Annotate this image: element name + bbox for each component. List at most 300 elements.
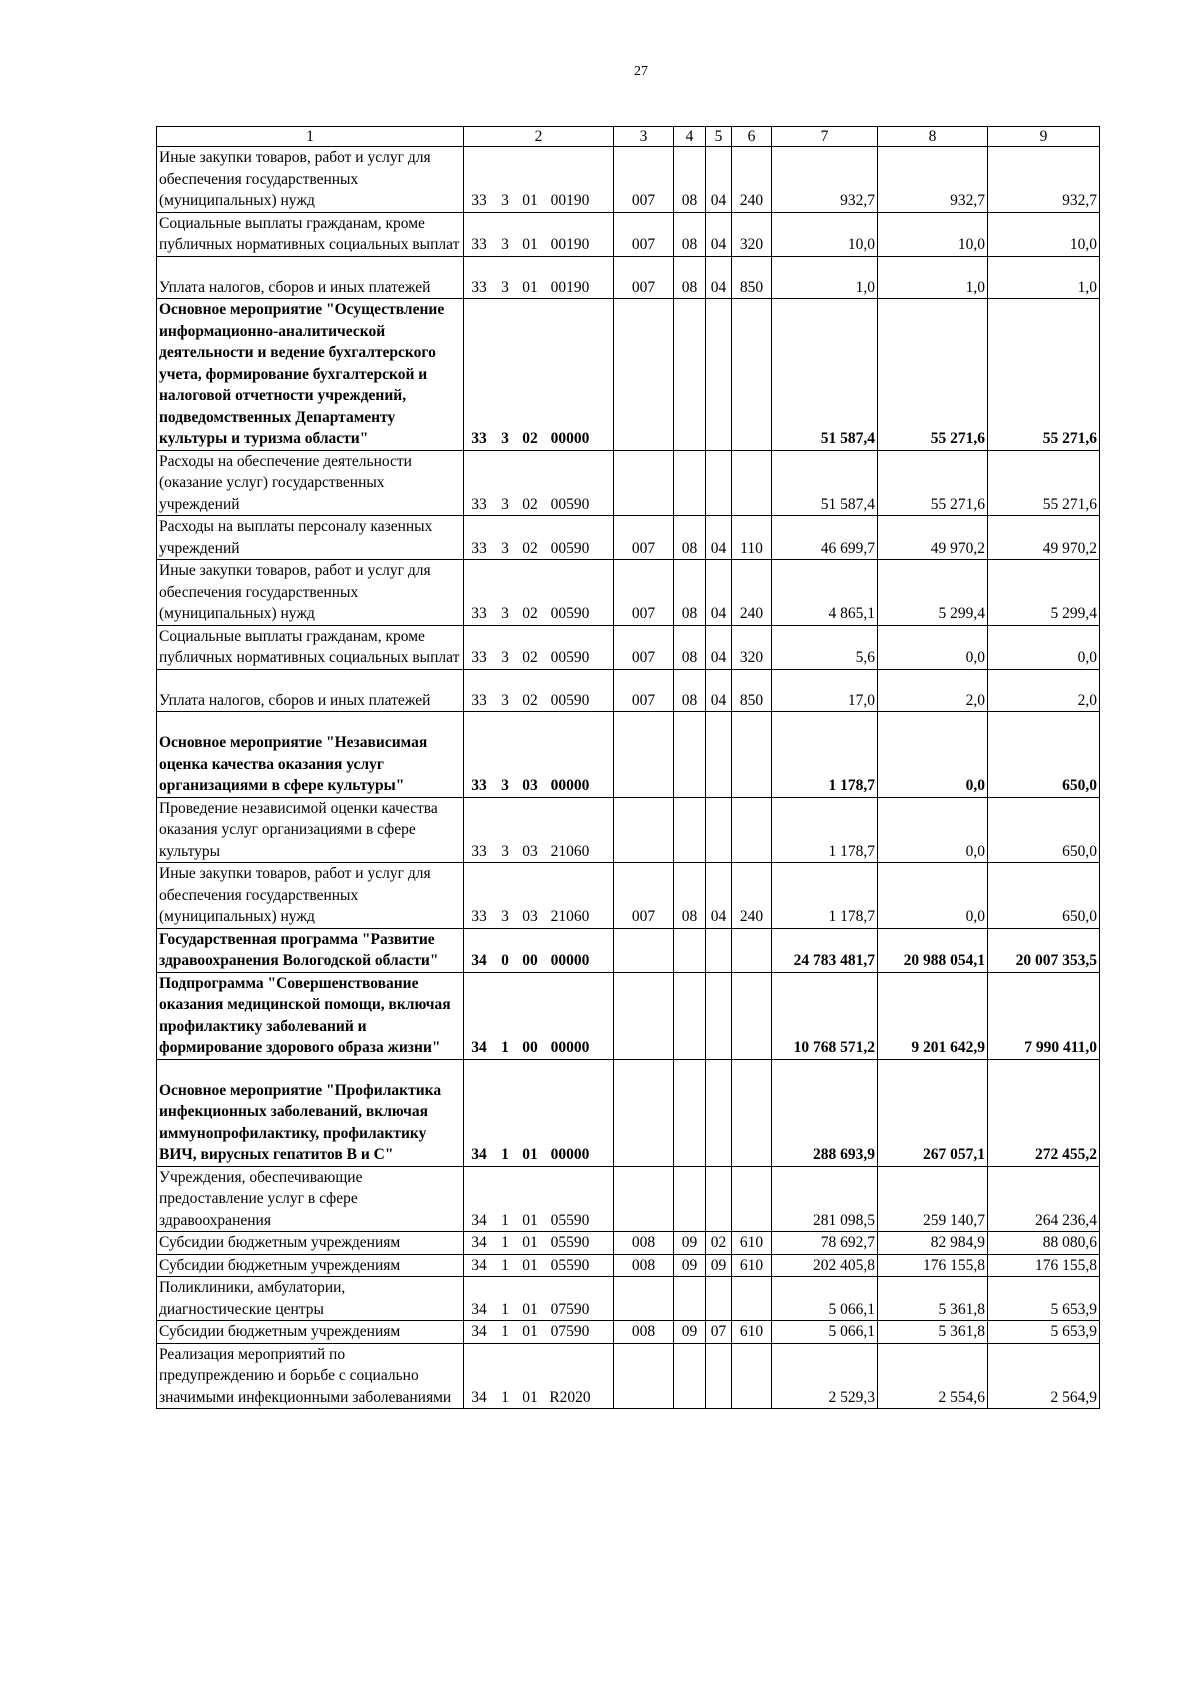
row-name-cell: Субсидии бюджетным учреждениям: [157, 1321, 464, 1344]
row-value-7-cell: 281 098,5: [772, 1166, 878, 1232]
row-col4-cell: 08: [674, 863, 706, 929]
row-col3-cell: [614, 450, 674, 516]
row-col5-cell: 04: [706, 560, 732, 626]
row-code-cell: [464, 1321, 614, 1344]
code-part: 3: [501, 495, 509, 513]
row-col3-cell: [614, 712, 674, 798]
code-part: 21060: [550, 842, 590, 860]
code-part: 3: [501, 192, 509, 209]
header-cell: 6: [732, 127, 772, 147]
code-part: 21060: [550, 908, 590, 925]
code-part: 3: [501, 649, 509, 666]
row-name-cell: Иные закупки товаров, работ и услуг для обеспечения государственных (муниципальных) нужд: [157, 863, 464, 929]
header-cell: 8: [878, 127, 988, 147]
row-code-cell: [464, 147, 614, 213]
row-value-7-cell: 2 529,3: [772, 1343, 878, 1409]
row-value-8-cell: 9 201 642,9: [878, 972, 988, 1059]
row-col5-cell: [706, 450, 732, 516]
page-number: 27: [634, 64, 648, 79]
row-value-7-cell: 10 768 571,2: [772, 972, 878, 1059]
row-value-7-cell: 5 066,1: [772, 1321, 878, 1344]
row-col6-cell: [732, 797, 772, 863]
table-row: [157, 1059, 1100, 1166]
row-col3-cell: 008: [614, 1254, 674, 1277]
row-code-cell: [464, 1254, 614, 1277]
row-value-9-cell: 650,0: [988, 712, 1100, 798]
row-name-cell: Основное мероприятие "Осуществление информационно-аналитической деятельности и ведение бухгалтерского учета, формирование бухгалтерской и налоговой отчетности учреждений, подведомственных Департаменту культуры и туризма области": [157, 299, 464, 451]
code-part: 07590: [550, 1323, 590, 1340]
row-value-9-cell: 55 271,6: [988, 450, 1100, 516]
header-cell: 4: [674, 127, 706, 147]
code-part: 1: [501, 1039, 509, 1056]
row-value-8-cell: 5 361,8: [878, 1277, 988, 1321]
row-value-7-cell: 1 178,7: [772, 712, 878, 798]
code-part: 02: [522, 539, 538, 557]
row-col3-cell: 007: [614, 147, 674, 213]
row-value-7-cell: 932,7: [772, 147, 878, 213]
code-part: 00000: [550, 777, 590, 794]
row-col4-cell: 08: [674, 256, 706, 299]
code-part: 00: [522, 1039, 538, 1056]
row-col3-cell: [614, 1343, 674, 1409]
code-part: 34: [471, 1039, 487, 1056]
row-col5-cell: 04: [706, 147, 732, 213]
table-row: [157, 450, 1100, 516]
row-code-cell: [464, 450, 614, 516]
table-row: [157, 1277, 1100, 1321]
code-part: 00000: [550, 1039, 590, 1056]
row-col6-cell: [732, 972, 772, 1059]
code-part: 3: [501, 605, 509, 622]
code-part: 07590: [550, 1300, 590, 1318]
row-col6-cell: [732, 1277, 772, 1321]
table-row: [157, 797, 1100, 863]
code-part: 02: [522, 430, 538, 447]
code-part: 33: [471, 236, 487, 253]
table-row: [157, 1254, 1100, 1277]
row-code-cell: [464, 1232, 614, 1255]
row-value-9-cell: 176 155,8: [988, 1254, 1100, 1277]
budget-table: [156, 126, 1100, 1409]
header-cell: 2: [464, 127, 614, 147]
row-value-9-cell: 2,0: [988, 669, 1100, 712]
row-col6-cell: [732, 450, 772, 516]
row-value-9-cell: 49 970,2: [988, 516, 1100, 560]
code-part: 01: [522, 1300, 538, 1318]
row-col4-cell: 08: [674, 669, 706, 712]
row-code-cell: [464, 212, 614, 256]
row-col5-cell: [706, 928, 732, 972]
row-value-9-cell: 10,0: [988, 212, 1100, 256]
row-value-8-cell: 82 984,9: [878, 1232, 988, 1255]
row-col3-cell: 007: [614, 256, 674, 299]
row-col4-cell: [674, 1277, 706, 1321]
row-name-cell: Субсидии бюджетным учреждениям: [157, 1232, 464, 1255]
code-part: 03: [522, 777, 538, 794]
row-value-8-cell: 0,0: [878, 797, 988, 863]
row-value-7-cell: 10,0: [772, 212, 878, 256]
code-part: 33: [471, 192, 487, 209]
row-col5-cell: 04: [706, 256, 732, 299]
row-col4-cell: [674, 1166, 706, 1232]
row-col4-cell: 09: [674, 1321, 706, 1344]
row-value-8-cell: 5 361,8: [878, 1321, 988, 1344]
row-code-cell: [464, 560, 614, 626]
code-part: 1: [501, 1234, 509, 1251]
code-part: 00000: [550, 952, 590, 969]
table-row: [157, 256, 1100, 299]
row-code-cell: [464, 1059, 614, 1166]
row-col4-cell: [674, 1059, 706, 1166]
row-code-cell: [464, 1343, 614, 1409]
code-part: 05590: [550, 1234, 590, 1251]
code-part: 00: [522, 952, 538, 969]
row-value-9-cell: 7 990 411,0: [988, 972, 1100, 1059]
code-part: 00190: [550, 236, 590, 253]
row-col4-cell: [674, 712, 706, 798]
row-code-cell: [464, 299, 614, 451]
row-col5-cell: 07: [706, 1321, 732, 1344]
row-col5-cell: 04: [706, 863, 732, 929]
row-value-8-cell: 5 299,4: [878, 560, 988, 626]
row-col4-cell: [674, 797, 706, 863]
code-part: 02: [522, 649, 538, 666]
code-part: 05590: [550, 1211, 590, 1229]
code-part: 3: [501, 842, 509, 860]
code-part: R2020: [549, 1388, 591, 1406]
row-col4-cell: 09: [674, 1232, 706, 1255]
code-part: 00000: [550, 1146, 590, 1163]
row-name-cell: Социальные выплаты гражданам, кроме публичных нормативных социальных выплат: [157, 625, 464, 669]
row-col6-cell: [732, 928, 772, 972]
row-col5-cell: 09: [706, 1254, 732, 1277]
row-col5-cell: [706, 972, 732, 1059]
code-part: 33: [471, 777, 487, 794]
code-part: 34: [471, 1211, 487, 1229]
code-part: 33: [471, 908, 487, 925]
row-col3-cell: [614, 1166, 674, 1232]
table-row: [157, 712, 1100, 798]
code-part: 05590: [550, 1256, 590, 1274]
row-value-8-cell: 0,0: [878, 625, 988, 669]
row-name-cell: Основное мероприятие "Независимая оценка качества оказания услуг организациями в сфере культуры": [157, 712, 464, 798]
row-code-cell: [464, 972, 614, 1059]
row-col6-cell: [732, 1059, 772, 1166]
row-value-8-cell: 55 271,6: [878, 450, 988, 516]
code-part: 00590: [550, 495, 590, 513]
code-part: 34: [471, 1256, 487, 1274]
row-col3-cell: 007: [614, 669, 674, 712]
code-part: 00000: [550, 430, 590, 447]
row-col3-cell: 008: [614, 1321, 674, 1344]
code-part: 3: [501, 236, 509, 253]
row-col6-cell: 850: [732, 669, 772, 712]
row-col4-cell: [674, 299, 706, 451]
row-value-9-cell: 88 080,6: [988, 1232, 1100, 1255]
row-col6-cell: 850: [732, 256, 772, 299]
row-name-cell: Поликлиники, амбулатории, диагностические центры: [157, 1277, 464, 1321]
row-col6-cell: [732, 712, 772, 798]
code-part: 01: [522, 1388, 538, 1406]
code-part: 34: [471, 1388, 487, 1406]
code-part: 1: [501, 1300, 509, 1318]
row-name-cell: Расходы на выплаты персоналу казенных учреждений: [157, 516, 464, 560]
table-row: [157, 928, 1100, 972]
row-value-9-cell: 650,0: [988, 797, 1100, 863]
row-col5-cell: [706, 299, 732, 451]
table-row: [157, 1232, 1100, 1255]
row-value-8-cell: 1,0: [878, 256, 988, 299]
header-cell: 1: [157, 127, 464, 147]
code-part: 01: [522, 1146, 538, 1163]
row-value-7-cell: 1 178,7: [772, 863, 878, 929]
code-part: 02: [522, 605, 538, 622]
row-col4-cell: 08: [674, 560, 706, 626]
row-col4-cell: 08: [674, 147, 706, 213]
row-name-cell: Проведение независимой оценки качества оказания услуг организациями в сфере культуры: [157, 797, 464, 863]
code-part: 33: [471, 842, 487, 860]
row-name-cell: Уплата налогов, сборов и иных платежей: [157, 256, 464, 299]
row-value-7-cell: 288 693,9: [772, 1059, 878, 1166]
code-part: 00190: [550, 192, 590, 209]
row-name-cell: Реализация мероприятий по предупреждению и борьбе с социально значимыми инфекционными заболеваниями: [157, 1343, 464, 1409]
row-col6-cell: 610: [732, 1254, 772, 1277]
table-row: [157, 212, 1100, 256]
row-col4-cell: 08: [674, 212, 706, 256]
row-name-cell: Уплата налогов, сборов и иных платежей: [157, 669, 464, 712]
code-part: 34: [471, 1234, 487, 1251]
code-part: 33: [471, 691, 487, 709]
table-row: [157, 147, 1100, 213]
code-part: 01: [522, 1323, 538, 1340]
row-value-7-cell: 51 587,4: [772, 299, 878, 451]
code-part: 3: [501, 777, 509, 794]
row-col5-cell: 04: [706, 212, 732, 256]
row-col5-cell: [706, 1059, 732, 1166]
row-col6-cell: 610: [732, 1321, 772, 1344]
code-part: 01: [522, 1256, 538, 1274]
row-col6-cell: 240: [732, 863, 772, 929]
table-row: [157, 299, 1100, 451]
row-value-7-cell: 1 178,7: [772, 797, 878, 863]
code-part: 01: [522, 278, 538, 296]
table-row: [157, 560, 1100, 626]
row-code-cell: [464, 1277, 614, 1321]
table-row: [157, 1343, 1100, 1409]
row-col3-cell: [614, 1277, 674, 1321]
code-part: 34: [471, 1146, 487, 1163]
table-row: [157, 1166, 1100, 1232]
header-cell: 3: [614, 127, 674, 147]
table-row: [157, 516, 1100, 560]
code-part: 00190: [550, 278, 590, 296]
code-part: 02: [522, 691, 538, 709]
row-code-cell: [464, 625, 614, 669]
code-part: 34: [471, 952, 487, 969]
header-cell: 9: [988, 127, 1100, 147]
row-col6-cell: 320: [732, 625, 772, 669]
code-part: 33: [471, 605, 487, 622]
code-part: 33: [471, 539, 487, 557]
row-value-8-cell: 0,0: [878, 863, 988, 929]
code-part: 01: [522, 236, 538, 253]
row-col6-cell: 240: [732, 560, 772, 626]
row-value-9-cell: 5 299,4: [988, 560, 1100, 626]
row-col3-cell: 007: [614, 863, 674, 929]
row-value-7-cell: 46 699,7: [772, 516, 878, 560]
row-value-9-cell: 264 236,4: [988, 1166, 1100, 1232]
code-part: 33: [471, 430, 487, 447]
code-part: 33: [471, 495, 487, 513]
row-value-9-cell: 0,0: [988, 625, 1100, 669]
row-col6-cell: [732, 299, 772, 451]
row-name-cell: Государственная программа "Развитие здравоохранения Вологодской области": [157, 928, 464, 972]
code-part: 00590: [550, 691, 590, 709]
row-value-9-cell: 5 653,9: [988, 1277, 1100, 1321]
code-part: 34: [471, 1300, 487, 1318]
row-value-9-cell: 932,7: [988, 147, 1100, 213]
row-col5-cell: 04: [706, 669, 732, 712]
row-col4-cell: 09: [674, 1254, 706, 1277]
row-col6-cell: 240: [732, 147, 772, 213]
code-part: 1: [501, 1146, 509, 1163]
row-name-cell: Социальные выплаты гражданам, кроме публичных нормативных социальных выплат: [157, 212, 464, 256]
row-value-8-cell: 2 554,6: [878, 1343, 988, 1409]
row-value-7-cell: 5,6: [772, 625, 878, 669]
header-cell: 7: [772, 127, 878, 147]
row-col6-cell: 110: [732, 516, 772, 560]
table-row: [157, 863, 1100, 929]
row-value-7-cell: 51 587,4: [772, 450, 878, 516]
row-col6-cell: 610: [732, 1232, 772, 1255]
row-value-9-cell: 650,0: [988, 863, 1100, 929]
code-part: 3: [501, 430, 509, 447]
code-part: 1: [501, 1256, 509, 1274]
row-col5-cell: 02: [706, 1232, 732, 1255]
row-col5-cell: [706, 797, 732, 863]
code-part: 00590: [550, 605, 590, 622]
row-value-8-cell: 20 988 054,1: [878, 928, 988, 972]
code-part: 34: [471, 1323, 487, 1340]
row-name-cell: Основное мероприятие "Профилактика инфекционных заболеваний, включая иммунопрофилактику, профилактику ВИЧ, вирусных гепатитов В и С": [157, 1059, 464, 1166]
row-value-8-cell: 0,0: [878, 712, 988, 798]
code-part: 01: [522, 1234, 538, 1251]
row-value-9-cell: 272 455,2: [988, 1059, 1100, 1166]
row-col3-cell: [614, 299, 674, 451]
row-value-7-cell: 1,0: [772, 256, 878, 299]
header-cell: 5: [706, 127, 732, 147]
row-value-7-cell: 78 692,7: [772, 1232, 878, 1255]
table-row: [157, 1321, 1100, 1344]
code-part: 3: [501, 691, 509, 709]
row-col3-cell: 007: [614, 516, 674, 560]
row-name-cell: Иные закупки товаров, работ и услуг для обеспечения государственных (муниципальных) нужд: [157, 560, 464, 626]
code-part: 3: [501, 539, 509, 557]
row-value-8-cell: 49 970,2: [878, 516, 988, 560]
header-row: [157, 127, 1100, 147]
code-part: 0: [501, 952, 509, 969]
code-part: 3: [501, 278, 509, 296]
row-col3-cell: 007: [614, 212, 674, 256]
row-col5-cell: 04: [706, 516, 732, 560]
code-part: 3: [501, 908, 509, 925]
row-value-8-cell: 2,0: [878, 669, 988, 712]
code-part: 03: [522, 908, 538, 925]
row-code-cell: [464, 797, 614, 863]
code-part: 33: [471, 278, 487, 296]
row-value-8-cell: 932,7: [878, 147, 988, 213]
row-col5-cell: [706, 712, 732, 798]
row-col4-cell: [674, 972, 706, 1059]
row-col6-cell: [732, 1343, 772, 1409]
code-part: 1: [501, 1388, 509, 1406]
row-code-cell: [464, 256, 614, 299]
row-value-8-cell: 259 140,7: [878, 1166, 988, 1232]
row-code-cell: [464, 516, 614, 560]
row-code-cell: [464, 669, 614, 712]
row-code-cell: [464, 1166, 614, 1232]
code-part: 1: [501, 1211, 509, 1229]
row-name-cell: Расходы на обеспечение деятельности (оказание услуг) государственных учреждений: [157, 450, 464, 516]
row-value-9-cell: 55 271,6: [988, 299, 1100, 451]
row-code-cell: [464, 928, 614, 972]
row-col3-cell: 008: [614, 1232, 674, 1255]
code-part: 1: [501, 1323, 509, 1340]
row-col3-cell: [614, 928, 674, 972]
row-col3-cell: [614, 972, 674, 1059]
row-name-cell: Учреждения, обеспечивающие предоставление услуг в сфере здравоохранения: [157, 1166, 464, 1232]
row-name-cell: Подпрограмма "Совершенствование оказания медицинской помощи, включая профилактику заболеваний и формирование здорового образа жизни": [157, 972, 464, 1059]
row-col4-cell: [674, 450, 706, 516]
code-part: 33: [471, 649, 487, 666]
row-value-7-cell: 202 405,8: [772, 1254, 878, 1277]
row-value-9-cell: 5 653,9: [988, 1321, 1100, 1344]
table-row: [157, 625, 1100, 669]
row-col4-cell: 08: [674, 625, 706, 669]
row-col5-cell: [706, 1277, 732, 1321]
code-part: 03: [522, 842, 538, 860]
row-col5-cell: 04: [706, 625, 732, 669]
table-row: [157, 669, 1100, 712]
code-part: 02: [522, 495, 538, 513]
code-part: 00590: [550, 539, 590, 557]
row-col3-cell: 007: [614, 560, 674, 626]
row-col3-cell: 007: [614, 625, 674, 669]
row-col4-cell: [674, 1343, 706, 1409]
row-col4-cell: [674, 928, 706, 972]
row-value-9-cell: 1,0: [988, 256, 1100, 299]
row-col4-cell: 08: [674, 516, 706, 560]
row-col6-cell: 320: [732, 212, 772, 256]
code-part: 01: [522, 192, 538, 209]
row-value-7-cell: 24 783 481,7: [772, 928, 878, 972]
row-col3-cell: [614, 797, 674, 863]
row-value-8-cell: 176 155,8: [878, 1254, 988, 1277]
row-value-7-cell: 5 066,1: [772, 1277, 878, 1321]
code-part: 01: [522, 1211, 538, 1229]
row-value-9-cell: 20 007 353,5: [988, 928, 1100, 972]
row-value-8-cell: 267 057,1: [878, 1059, 988, 1166]
row-value-8-cell: 55 271,6: [878, 299, 988, 451]
row-col5-cell: [706, 1166, 732, 1232]
row-value-8-cell: 10,0: [878, 212, 988, 256]
row-code-cell: [464, 712, 614, 798]
row-code-cell: [464, 863, 614, 929]
row-name-cell: Иные закупки товаров, работ и услуг для обеспечения государственных (муниципальных) нужд: [157, 147, 464, 213]
table-row: [157, 972, 1100, 1059]
row-value-7-cell: 4 865,1: [772, 560, 878, 626]
row-name-cell: Субсидии бюджетным учреждениям: [157, 1254, 464, 1277]
